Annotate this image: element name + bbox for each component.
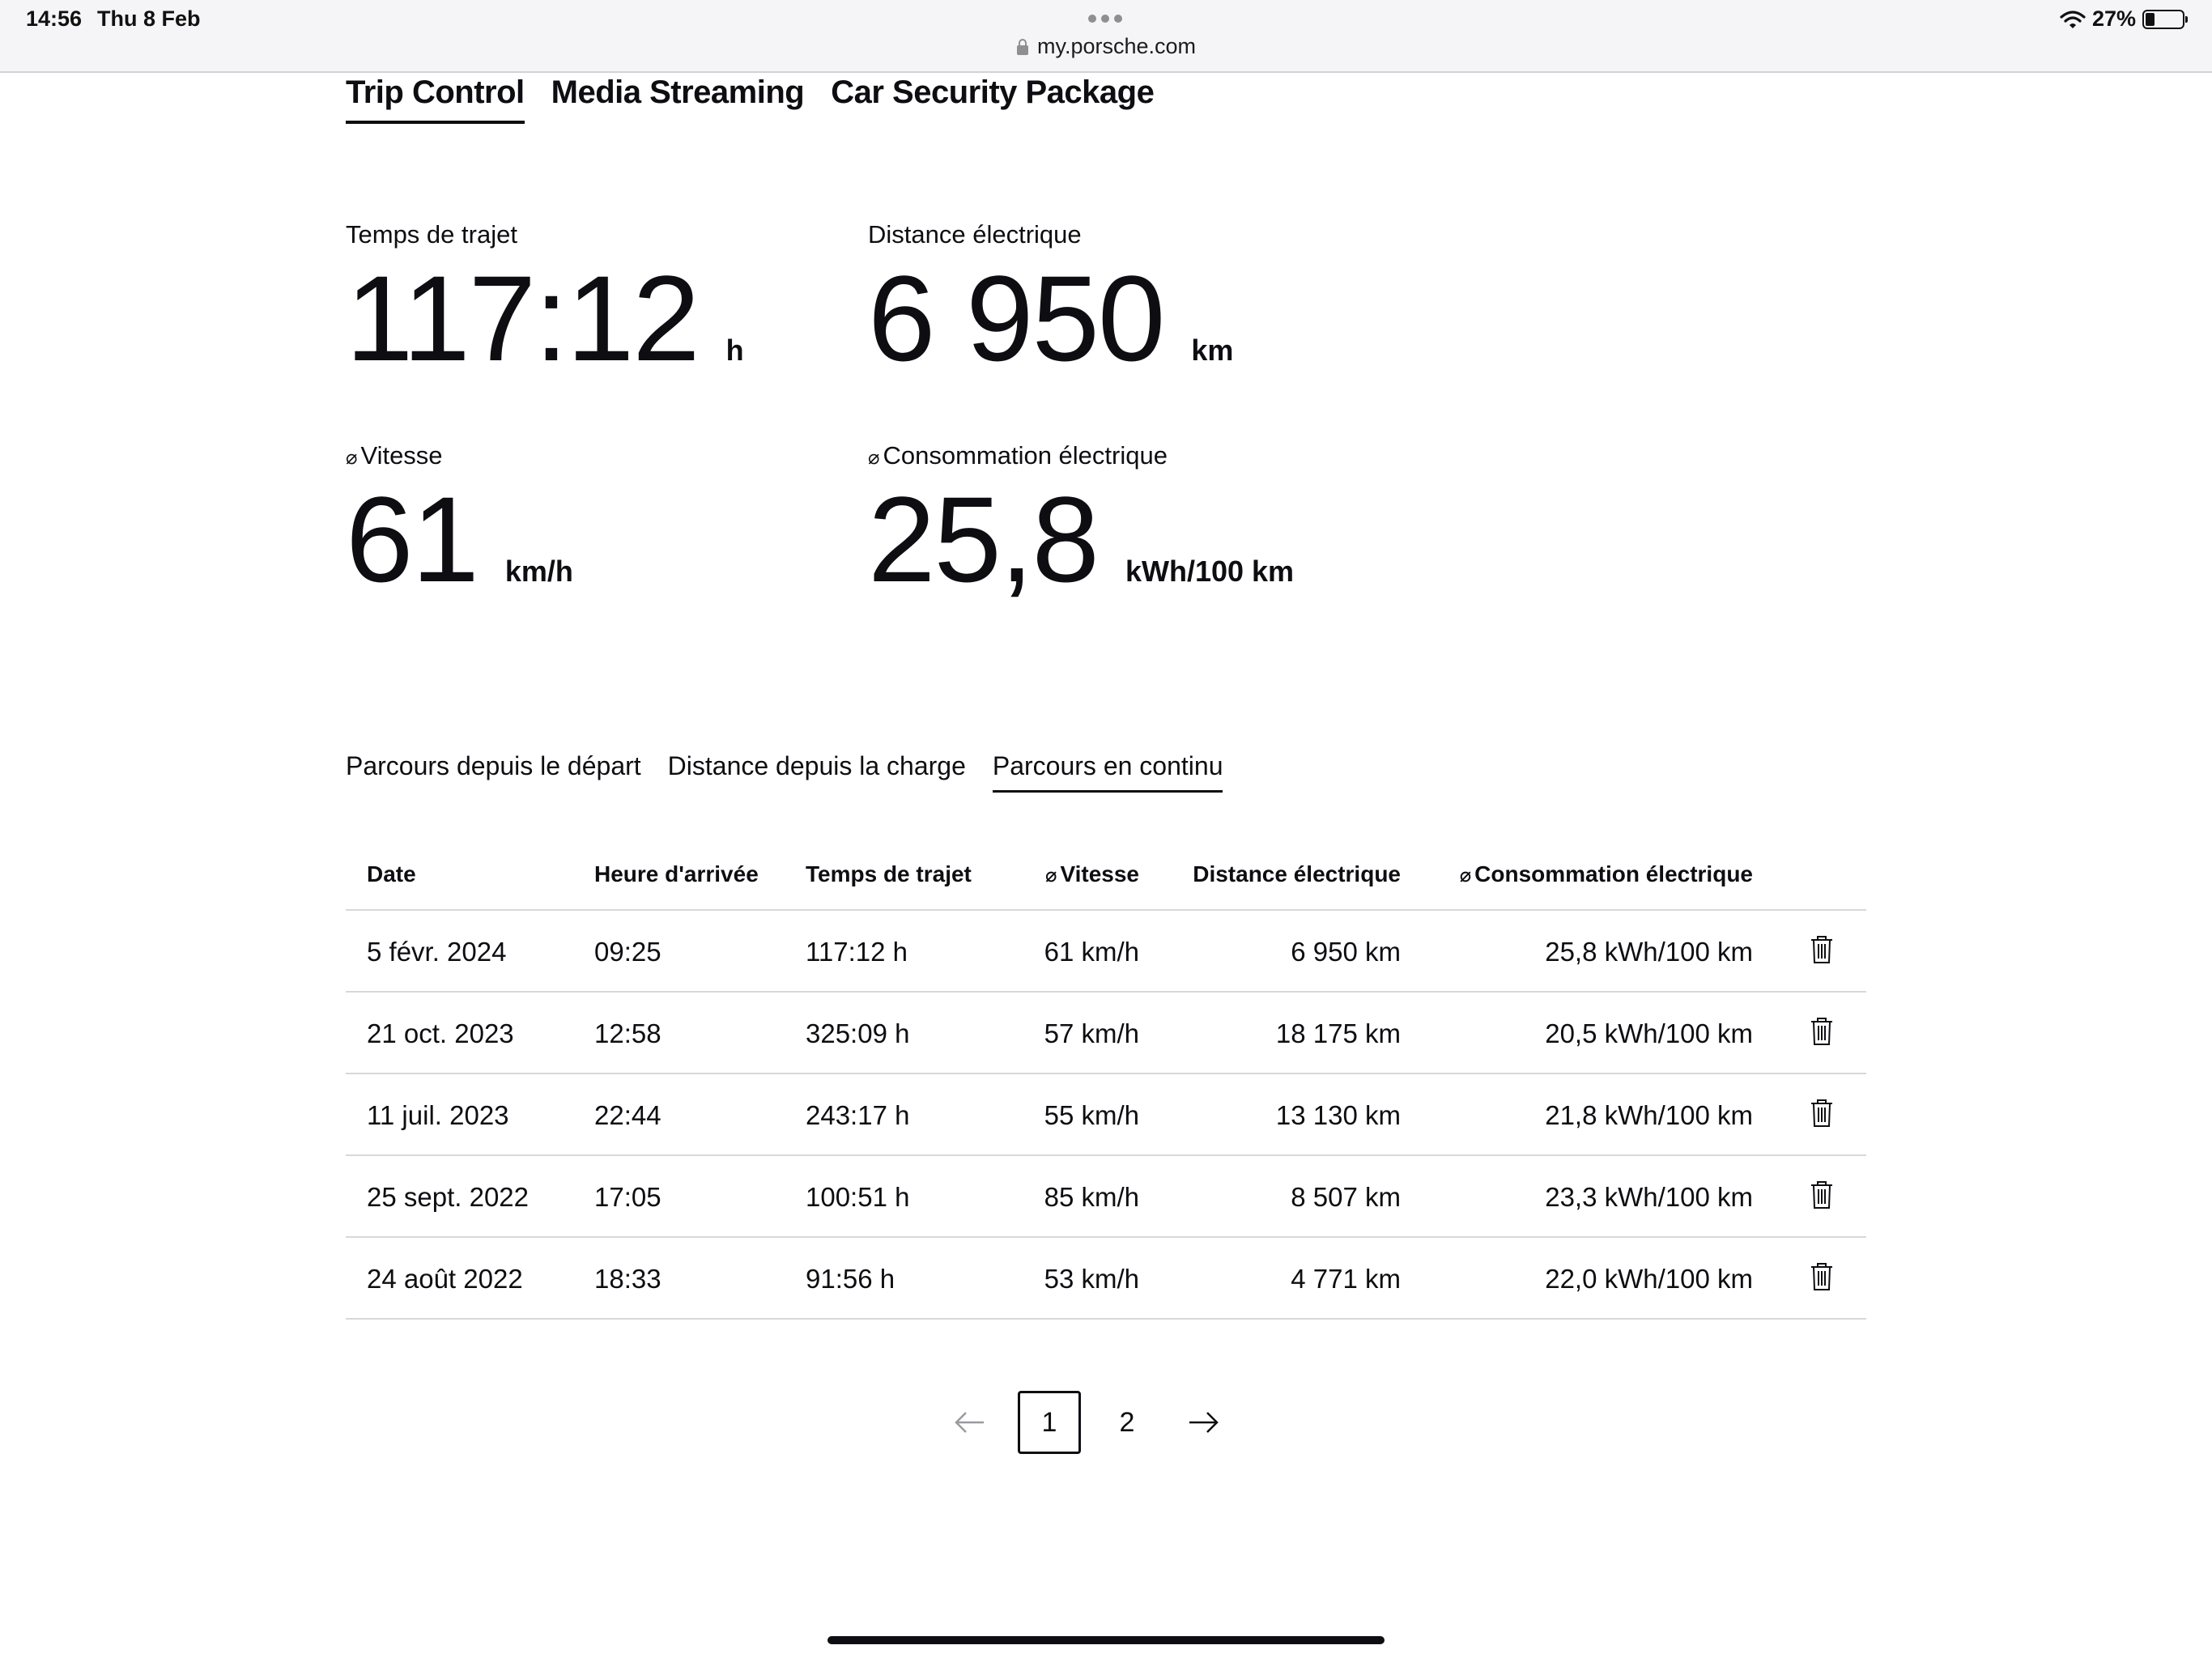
table-header bbox=[346, 848, 1866, 911]
cell-speed: 53 km/h bbox=[1044, 1264, 1139, 1294]
table-row bbox=[346, 1238, 1866, 1320]
cell-consumption: 20,5 kWh/100 km bbox=[1545, 1018, 1753, 1048]
stat-label: Vitesse bbox=[360, 441, 443, 470]
cell-distance: 6 950 km bbox=[1291, 937, 1401, 967]
cell-trip-time: 117:12 h bbox=[806, 937, 908, 967]
stat-unit: h bbox=[725, 334, 744, 367]
cell-arrival: 09:25 bbox=[594, 937, 661, 967]
arrow-left-icon[interactable] bbox=[953, 1410, 985, 1435]
tab-since-charge[interactable]: Distance depuis la charge bbox=[667, 751, 966, 780]
delete-button[interactable] bbox=[1810, 1262, 1839, 1295]
status-time: 14:56 bbox=[26, 6, 83, 31]
stat-label: Temps de trajet bbox=[346, 220, 517, 249]
cell-speed: 61 km/h bbox=[1044, 937, 1139, 967]
cell-distance: 8 507 km bbox=[1291, 1182, 1401, 1212]
cell-date: 5 févr. 2024 bbox=[367, 937, 507, 967]
tab-since-start[interactable]: Parcours depuis le départ bbox=[346, 751, 641, 780]
cell-date: 24 août 2022 bbox=[367, 1264, 523, 1294]
header-speed: ⌀ Vitesse bbox=[1044, 861, 1139, 886]
trash-icon bbox=[1810, 935, 1834, 964]
stat-value: 6 950 bbox=[868, 250, 1164, 386]
cell-arrival: 17:05 bbox=[594, 1182, 661, 1212]
stat-unit: km/h bbox=[504, 555, 573, 588]
cell-distance: 4 771 km bbox=[1291, 1264, 1401, 1294]
cell-arrival: 18:33 bbox=[594, 1264, 661, 1294]
table-row bbox=[346, 1074, 1866, 1156]
cell-arrival: 22:44 bbox=[594, 1100, 661, 1130]
cell-date: 21 oct. 2023 bbox=[367, 1018, 514, 1048]
delete-button[interactable] bbox=[1810, 935, 1839, 967]
pagination bbox=[953, 1391, 1220, 1454]
header-date: Date bbox=[367, 861, 416, 886]
stat-unit: km bbox=[1191, 334, 1234, 367]
cell-distance: 18 175 km bbox=[1275, 1018, 1401, 1048]
cell-consumption: 25,8 kWh/100 km bbox=[1545, 937, 1753, 967]
stat-average-consumption bbox=[868, 441, 1295, 607]
tab-car-security-package[interactable]: Car Security Package bbox=[831, 74, 1155, 110]
stat-value: 117:12 bbox=[346, 250, 699, 386]
cell-consumption: 21,8 kWh/100 km bbox=[1545, 1100, 1753, 1130]
cell-date: 11 juil. 2023 bbox=[367, 1100, 509, 1130]
average-symbol-icon: ⌀ bbox=[868, 447, 880, 469]
cell-trip-time: 100:51 h bbox=[806, 1182, 910, 1212]
cell-speed: 57 km/h bbox=[1044, 1018, 1139, 1048]
wifi-icon bbox=[2060, 10, 2086, 29]
trash-icon bbox=[1810, 1262, 1834, 1291]
header-arrival: Heure d'arrivée bbox=[594, 861, 759, 886]
stat-average-speed bbox=[346, 441, 573, 607]
header-distance: Distance électrique bbox=[1193, 861, 1401, 886]
average-symbol-icon: ⌀ bbox=[1459, 865, 1472, 886]
cell-date: 25 sept. 2022 bbox=[367, 1182, 529, 1212]
stat-trip-time bbox=[346, 220, 744, 386]
delete-button[interactable] bbox=[1810, 1099, 1839, 1131]
home-indicator[interactable] bbox=[827, 1636, 1385, 1644]
tab-continuous[interactable]: Parcours en continu bbox=[993, 751, 1223, 793]
trash-icon bbox=[1810, 1017, 1834, 1046]
cell-trip-time: 243:17 h bbox=[806, 1100, 910, 1130]
table-row bbox=[346, 993, 1866, 1074]
cell-arrival: 12:58 bbox=[594, 1018, 661, 1048]
address-bar[interactable] bbox=[0, 34, 2212, 59]
status-indicators bbox=[2060, 6, 2184, 32]
header-trip-time: Temps de trajet bbox=[806, 861, 972, 886]
lock-icon bbox=[1016, 38, 1029, 56]
trip-type-tabs bbox=[346, 751, 1223, 793]
tab-media-streaming[interactable]: Media Streaming bbox=[551, 74, 805, 110]
stat-unit: kWh/100 km bbox=[1125, 555, 1295, 588]
url-text: my.porsche.com bbox=[1036, 34, 1197, 58]
trip-table bbox=[346, 848, 1866, 1320]
delete-button[interactable] bbox=[1810, 1180, 1839, 1213]
trash-icon bbox=[1810, 1099, 1834, 1128]
status-bar bbox=[0, 0, 2212, 73]
battery-percent: 27% bbox=[2091, 6, 2136, 31]
status-date: Thu 8 Feb bbox=[97, 6, 201, 31]
product-tabs bbox=[346, 74, 1154, 124]
delete-button[interactable] bbox=[1810, 1017, 1839, 1049]
average-symbol-icon: ⌀ bbox=[346, 447, 358, 469]
page-button-1[interactable]: 1 bbox=[1018, 1391, 1081, 1454]
stat-value: 61 bbox=[346, 471, 478, 607]
arrow-right-icon[interactable] bbox=[1188, 1410, 1220, 1435]
stat-label: Distance électrique bbox=[868, 220, 1082, 249]
header-consumption: ⌀ Consommation électrique bbox=[1459, 861, 1753, 886]
cell-consumption: 23,3 kWh/100 km bbox=[1545, 1182, 1753, 1212]
trash-icon bbox=[1810, 1180, 1834, 1209]
table-row bbox=[346, 911, 1866, 993]
cell-consumption: 22,0 kWh/100 km bbox=[1545, 1264, 1753, 1294]
page-button-2[interactable]: 2 bbox=[1119, 1406, 1135, 1438]
cell-trip-time: 325:09 h bbox=[806, 1018, 910, 1048]
stat-electric-distance bbox=[868, 220, 1234, 386]
cell-speed: 85 km/h bbox=[1044, 1182, 1139, 1212]
average-symbol-icon: ⌀ bbox=[1044, 865, 1057, 886]
cell-speed: 55 km/h bbox=[1044, 1100, 1139, 1130]
stat-label: Consommation électrique bbox=[883, 441, 1168, 470]
stat-value: 25,8 bbox=[868, 471, 1098, 607]
table-row bbox=[346, 1156, 1866, 1238]
tab-trip-control[interactable]: Trip Control bbox=[346, 74, 525, 124]
cell-distance: 13 130 km bbox=[1275, 1100, 1401, 1130]
multitasking-dots-icon[interactable] bbox=[1088, 15, 1122, 23]
cell-trip-time: 91:56 h bbox=[806, 1264, 895, 1294]
battery-icon bbox=[2142, 10, 2184, 29]
